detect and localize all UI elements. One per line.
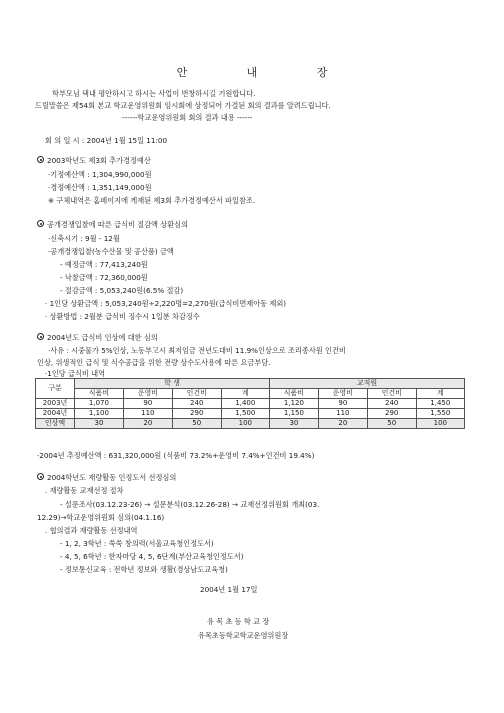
section-3-reason: 인상, 위생적인 급식 및 식수공급을 위한 전량 상수도사용에 따른 요금부담. — [37, 358, 271, 367]
section-3-title: 2004년도 급식비 인상에 대한 심의 — [47, 333, 158, 342]
section-4-sub: . 재량활동 교재선정 절차 — [45, 486, 124, 495]
budget-line: ·2004년 추정예산액 : 631,320,000원 (식품비 73.2%+운영비 7.4%+인건비 19.4%) — [37, 451, 315, 460]
table-header: 계 — [416, 389, 464, 399]
section-1-heading — [37, 156, 151, 166]
section-2-heading — [37, 220, 188, 230]
table-cell: 1,150 — [269, 409, 318, 419]
table-cell: 1,550 — [416, 409, 464, 419]
section-2-line: - 예정금액 : 77,413,240원 — [60, 260, 148, 269]
table-row — [36, 409, 465, 419]
table-group-student: 학 생 — [75, 379, 270, 389]
table-cell: 1,120 — [269, 399, 318, 409]
bullet-icon — [37, 156, 44, 163]
section-2-line: · 1인당 상환금액 : 5,053,240원÷2,220명=2,270원(급식비면제아동 제외) — [45, 299, 287, 308]
table-row — [36, 419, 465, 429]
section-2-line: ·공개경쟁입찰(농수산물 및 공산품) 금액 — [48, 247, 174, 256]
row-label: 인상액 — [36, 419, 75, 429]
section-4-sub: . 협의결과 재량활동 선정내역 — [45, 526, 138, 535]
result-header: ------학교운영위원회 회의 결과 내용 ------ — [122, 113, 253, 122]
table-cell: 30 — [75, 419, 124, 429]
table-cell: 30 — [269, 419, 318, 429]
table-row — [36, 389, 465, 399]
table-caption: ·1인당 급식비 내역 — [45, 369, 106, 378]
section-4-procedure: - 설문조사(03.12.23-26) → 설문분석(03.12.26-28) → 교재선정위원회 개최(03. — [60, 500, 320, 509]
table-cell: 110 — [123, 409, 172, 419]
table-cell: 20 — [318, 419, 367, 429]
table-header: 인건비 — [172, 389, 221, 399]
fee-table — [35, 378, 465, 429]
section-2-line: ·신축시기 : 9월 - 12월 — [48, 234, 120, 243]
section-2-line: - 낙찰금액 : 72,360,000원 — [60, 273, 148, 282]
table-cell: 290 — [367, 409, 416, 419]
table-group-staff: 교직원 — [269, 379, 464, 389]
issue-date: 2004년 1월 17일 — [200, 585, 258, 594]
table-cell: 240 — [172, 399, 221, 409]
bullet-icon — [37, 333, 44, 340]
table-cell: 1,400 — [221, 399, 269, 409]
page-title: 안 내 장 — [176, 66, 356, 79]
section-4-title: 2004학년도 재량활동 인정도서 선정심의 — [47, 473, 177, 482]
table-header-kind: 구분 — [36, 379, 75, 399]
row-label: 2004년 — [36, 409, 75, 419]
section-1-line: ·기정예산액 : 1,304,990,000원 — [48, 170, 152, 179]
section-3-reason: ·사유 : 시중물가 5%인상, 노동부고시 최저임금 전년도대비 11.9%인상으로 조리종사원 인건비 — [48, 346, 346, 355]
table-cell: 110 — [318, 409, 367, 419]
table-header: 운영비 — [318, 389, 367, 399]
table-cell: 290 — [172, 409, 221, 419]
section-4-item: - 4, 5, 6학년 : 한자마당 4, 5, 6단계(부산교육청인정도서) — [60, 552, 244, 561]
table-header: 식품비 — [75, 389, 124, 399]
table-cell: 1,500 — [221, 409, 269, 419]
table-row — [36, 379, 465, 389]
table-cell: 50 — [367, 419, 416, 429]
bullet-icon — [37, 220, 44, 227]
table-header: 인건비 — [367, 389, 416, 399]
section-1-note: ※ 구체내역은 홈페이지에 게재된 제3회 추가경정예산서 파일참조. — [48, 196, 256, 205]
table-cell: 1,070 — [75, 399, 124, 409]
greeting-text: 학부모님 댁내 평안하시고 하시는 사업이 번창하시길 기원합니다. — [52, 89, 256, 98]
section-2-line: - 절감금액 : 5,053,240원(6.5% 절감) — [60, 286, 184, 295]
section-4-item: - 정보통신교육 : 전학년 정보와 생활(경상남도교육청) — [60, 565, 228, 574]
committee-chair: 유목초등학교학교운영위원장 — [198, 631, 289, 640]
section-2-line: · 상환방법 : 2월분 급식비 징수시 1일분 차감징수 — [45, 312, 200, 321]
table-cell: 90 — [318, 399, 367, 409]
section-4-heading — [37, 473, 176, 483]
section-4-item: - 1, 2, 3학년 : 쑥쑥 창의력(서울교육청인정도서) — [60, 539, 214, 548]
section-1-title: 2003학년도 제3회 추가경정예산 — [47, 156, 151, 165]
intro-text: 드릴말씀은 제54회 본교 학교운영위원회 임시회에 상정되어 가결된 회의 결과를 알려드립니다. — [35, 101, 331, 110]
table-cell: 90 — [123, 399, 172, 409]
school-principal: 유 목 초 등 학 교 장 — [207, 617, 270, 626]
section-4-procedure: 12.29)→학교운영위원회 심의(04.1.16) — [37, 513, 165, 522]
meeting-date: 회 의 일 시 : 2004년 1월 15일 11:00 — [45, 136, 168, 145]
table-cell: 1,100 — [75, 409, 124, 419]
table-cell: 1,450 — [416, 399, 464, 409]
table-header: 식품비 — [269, 389, 318, 399]
table-cell: 240 — [367, 399, 416, 409]
section-2-title: 공개경쟁입찰에 따른 급식비 절감액 상환심의 — [47, 220, 189, 229]
bullet-icon — [37, 473, 44, 480]
table-cell: 100 — [416, 419, 464, 429]
table-cell: 100 — [221, 419, 269, 429]
section-1-line: ·경정예산액 : 1,351,149,000원 — [48, 183, 152, 192]
table-header: 계 — [221, 389, 269, 399]
table-cell: 20 — [123, 419, 172, 429]
table-cell: 50 — [172, 419, 221, 429]
row-label: 2003년 — [36, 399, 75, 409]
section-3-heading — [37, 333, 158, 343]
table-row — [36, 399, 465, 409]
table-header: 운영비 — [123, 389, 172, 399]
